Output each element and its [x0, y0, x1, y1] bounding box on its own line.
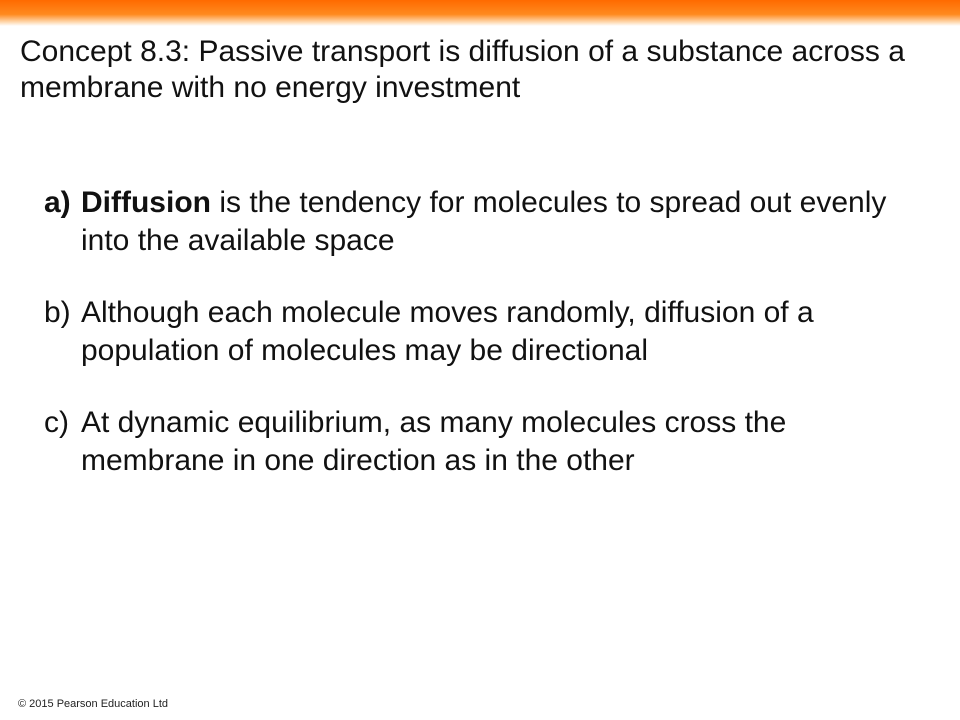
copyright-footer: © 2015 Pearson Education Ltd: [18, 698, 168, 710]
bullet-marker: b): [44, 296, 71, 329]
bullet-text: [81, 184, 924, 260]
bullet-marker: a): [44, 186, 71, 219]
slide-title: Concept 8.3: Passive transport is diffusion of a substance across a membrane with no energy investment: [20, 35, 905, 104]
bullet-list: [44, 184, 924, 514]
bullet-a: [44, 184, 924, 260]
bullet-b: [44, 294, 924, 370]
bullet-body: At dynamic equilibrium, as many molecules cross the membrane in one direction as in the other: [81, 406, 787, 477]
bullet-body: Although each molecule moves randomly, diffusion of a population of molecules may be directional: [81, 296, 814, 367]
bullet-marker: c): [44, 406, 69, 439]
bullet-c: [44, 404, 924, 480]
header-accent-bar: [0, 0, 960, 26]
bullet-term: Diffusion: [81, 186, 211, 219]
bullet-body: is the tendency for molecules to spread out evenly into the available space: [81, 186, 887, 257]
